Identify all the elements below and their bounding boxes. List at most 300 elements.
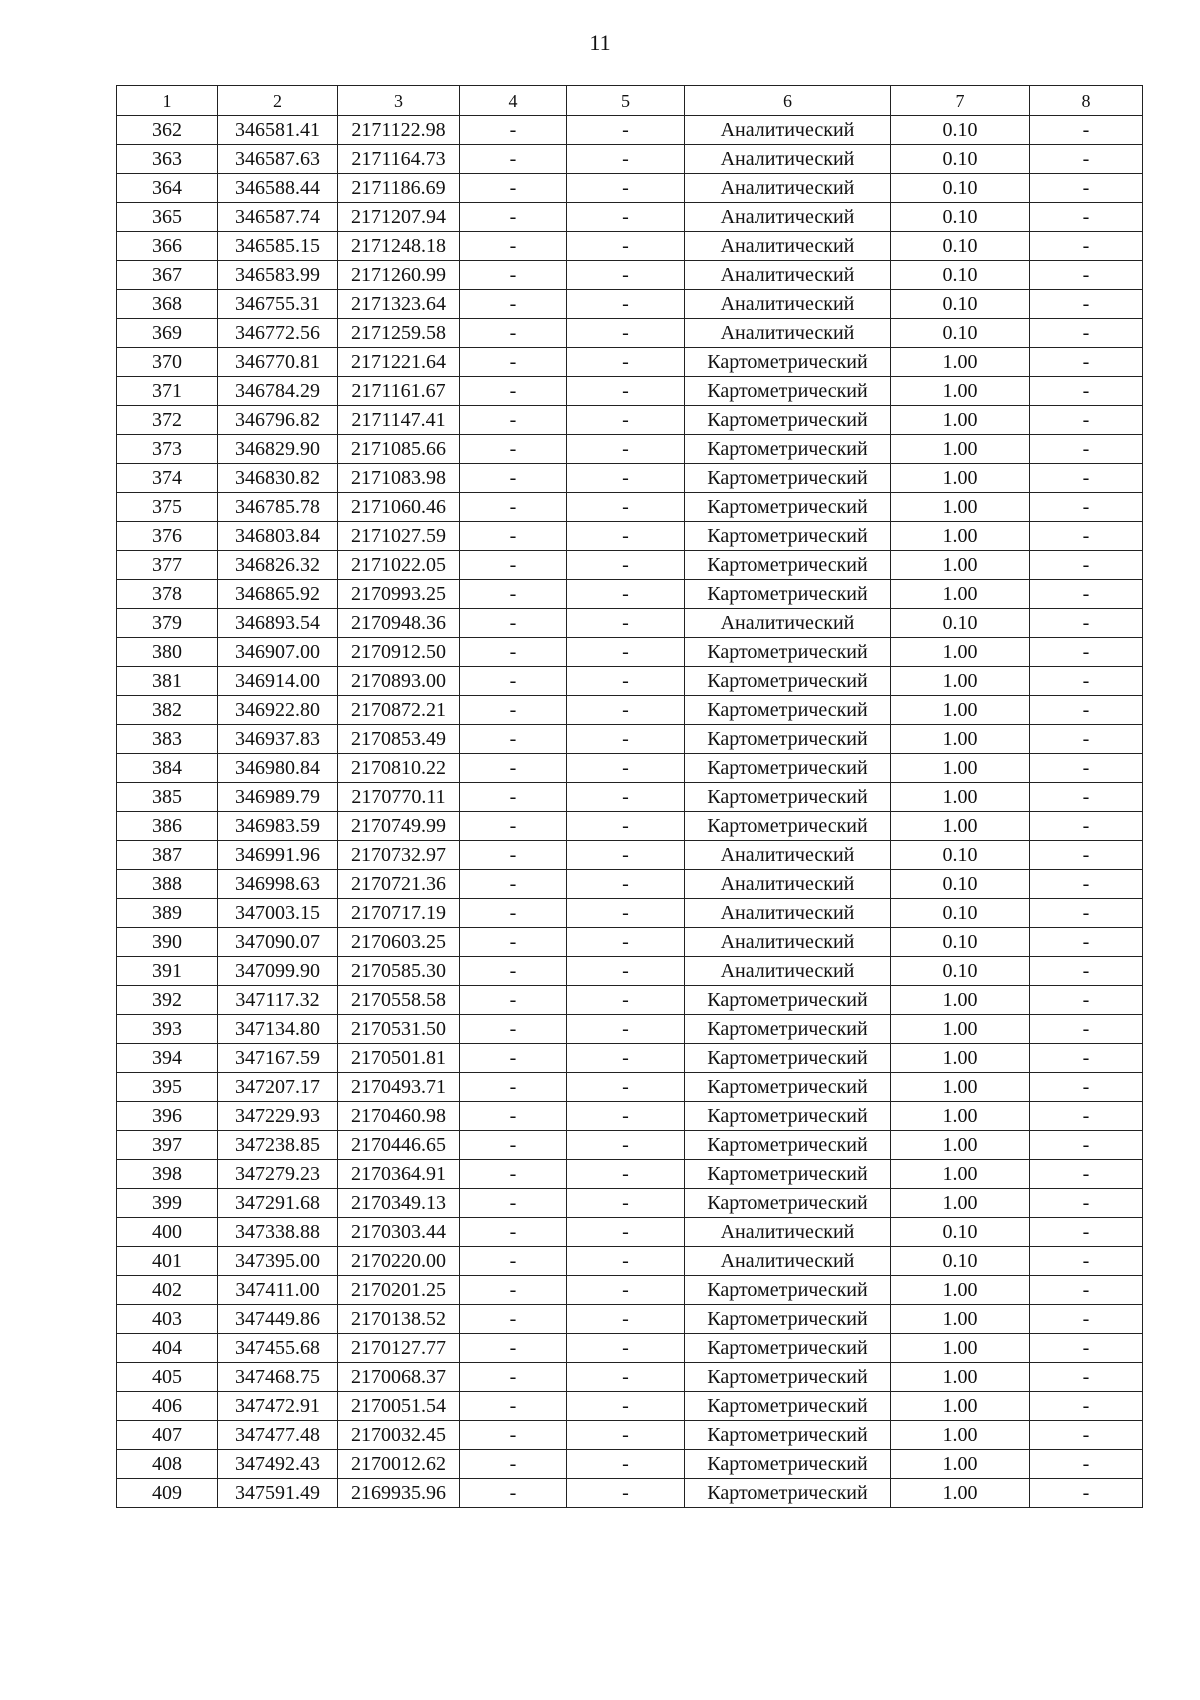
col8-cell: -	[1030, 1015, 1143, 1044]
method-cell: Картометрический	[685, 1131, 891, 1160]
col5-cell: -	[567, 1334, 685, 1363]
y-coordinate-cell: 2170460.98	[338, 1102, 460, 1131]
col5-cell: -	[567, 870, 685, 899]
accuracy-cell: 0.10	[891, 1218, 1030, 1247]
accuracy-cell: 1.00	[891, 696, 1030, 725]
accuracy-cell: 1.00	[891, 754, 1030, 783]
col4-cell: -	[460, 290, 567, 319]
accuracy-cell: 1.00	[891, 1131, 1030, 1160]
point-number-cell: 394	[117, 1044, 218, 1073]
col4-cell: -	[460, 551, 567, 580]
col8-cell: -	[1030, 435, 1143, 464]
table-row	[117, 493, 1143, 522]
method-cell: Картометрический	[685, 435, 891, 464]
column-header: 6	[685, 86, 891, 116]
y-coordinate-cell: 2170893.00	[338, 667, 460, 696]
col4-cell: -	[460, 522, 567, 551]
table-row	[117, 377, 1143, 406]
col4-cell: -	[460, 609, 567, 638]
col5-cell: -	[567, 667, 685, 696]
col8-cell: -	[1030, 522, 1143, 551]
accuracy-cell: 1.00	[891, 1015, 1030, 1044]
x-coordinate-cell: 346914.00	[218, 667, 338, 696]
x-coordinate-cell: 347591.49	[218, 1479, 338, 1508]
accuracy-cell: 1.00	[891, 522, 1030, 551]
accuracy-cell: 1.00	[891, 1479, 1030, 1508]
method-cell: Картометрический	[685, 580, 891, 609]
col5-cell: -	[567, 261, 685, 290]
column-header: 4	[460, 86, 567, 116]
table-row	[117, 348, 1143, 377]
point-number-cell: 389	[117, 899, 218, 928]
col5-cell: -	[567, 1247, 685, 1276]
method-cell: Аналитический	[685, 145, 891, 174]
table-header-row	[117, 86, 1143, 116]
col8-cell: -	[1030, 1102, 1143, 1131]
x-coordinate-cell: 346587.74	[218, 203, 338, 232]
y-coordinate-cell: 2171022.05	[338, 551, 460, 580]
point-number-cell: 379	[117, 609, 218, 638]
accuracy-cell: 0.10	[891, 290, 1030, 319]
col4-cell: -	[460, 493, 567, 522]
col8-cell: -	[1030, 1247, 1143, 1276]
point-number-cell: 381	[117, 667, 218, 696]
y-coordinate-cell: 2170585.30	[338, 957, 460, 986]
x-coordinate-cell: 346907.00	[218, 638, 338, 667]
col8-cell: -	[1030, 870, 1143, 899]
col4-cell: -	[460, 1044, 567, 1073]
col5-cell: -	[567, 754, 685, 783]
col5-cell: -	[567, 348, 685, 377]
table-row	[117, 986, 1143, 1015]
y-coordinate-cell: 2171161.67	[338, 377, 460, 406]
col5-cell: -	[567, 1276, 685, 1305]
col4-cell: -	[460, 783, 567, 812]
table-row	[117, 290, 1143, 319]
col8-cell: -	[1030, 1044, 1143, 1073]
point-number-cell: 363	[117, 145, 218, 174]
col5-cell: -	[567, 290, 685, 319]
x-coordinate-cell: 346785.78	[218, 493, 338, 522]
col8-cell: -	[1030, 1131, 1143, 1160]
table-row	[117, 609, 1143, 638]
method-cell: Аналитический	[685, 841, 891, 870]
col5-cell: -	[567, 1131, 685, 1160]
table-row	[117, 1479, 1143, 1508]
y-coordinate-cell: 2170872.21	[338, 696, 460, 725]
point-number-cell: 397	[117, 1131, 218, 1160]
col8-cell: -	[1030, 1160, 1143, 1189]
x-coordinate-cell: 346770.81	[218, 348, 338, 377]
method-cell: Аналитический	[685, 1247, 891, 1276]
col8-cell: -	[1030, 725, 1143, 754]
col4-cell: -	[460, 1102, 567, 1131]
col5-cell: -	[567, 1479, 685, 1508]
col8-cell: -	[1030, 783, 1143, 812]
method-cell: Картометрический	[685, 986, 891, 1015]
accuracy-cell: 1.00	[891, 1044, 1030, 1073]
y-coordinate-cell: 2170201.25	[338, 1276, 460, 1305]
column-header: 5	[567, 86, 685, 116]
accuracy-cell: 0.10	[891, 319, 1030, 348]
method-cell: Картометрический	[685, 783, 891, 812]
accuracy-cell: 0.10	[891, 174, 1030, 203]
y-coordinate-cell: 2171085.66	[338, 435, 460, 464]
table-row	[117, 406, 1143, 435]
col5-cell: -	[567, 957, 685, 986]
accuracy-cell: 1.00	[891, 1305, 1030, 1334]
col4-cell: -	[460, 667, 567, 696]
y-coordinate-cell: 2170558.58	[338, 986, 460, 1015]
col5-cell: -	[567, 1189, 685, 1218]
point-number-cell: 392	[117, 986, 218, 1015]
table-row	[117, 435, 1143, 464]
col4-cell: -	[460, 1131, 567, 1160]
col5-cell: -	[567, 145, 685, 174]
y-coordinate-cell: 2171260.99	[338, 261, 460, 290]
y-coordinate-cell: 2171122.98	[338, 116, 460, 145]
point-number-cell: 404	[117, 1334, 218, 1363]
y-coordinate-cell: 2170810.22	[338, 754, 460, 783]
table-row	[117, 928, 1143, 957]
point-number-cell: 385	[117, 783, 218, 812]
y-coordinate-cell: 2170068.37	[338, 1363, 460, 1392]
accuracy-cell: 1.00	[891, 1160, 1030, 1189]
col4-cell: -	[460, 928, 567, 957]
y-coordinate-cell: 2171027.59	[338, 522, 460, 551]
y-coordinate-cell: 2171186.69	[338, 174, 460, 203]
accuracy-cell: 0.10	[891, 957, 1030, 986]
col5-cell: -	[567, 580, 685, 609]
point-number-cell: 396	[117, 1102, 218, 1131]
y-coordinate-cell: 2170853.49	[338, 725, 460, 754]
method-cell: Картометрический	[685, 754, 891, 783]
x-coordinate-cell: 347477.48	[218, 1421, 338, 1450]
point-number-cell: 386	[117, 812, 218, 841]
accuracy-cell: 0.10	[891, 203, 1030, 232]
method-cell: Картометрический	[685, 1363, 891, 1392]
accuracy-cell: 1.00	[891, 1276, 1030, 1305]
col8-cell: -	[1030, 841, 1143, 870]
col8-cell: -	[1030, 812, 1143, 841]
table-row	[117, 696, 1143, 725]
method-cell: Аналитический	[685, 319, 891, 348]
col8-cell: -	[1030, 319, 1143, 348]
accuracy-cell: 1.00	[891, 1073, 1030, 1102]
col5-cell: -	[567, 928, 685, 957]
accuracy-cell: 1.00	[891, 348, 1030, 377]
y-coordinate-cell: 2171248.18	[338, 232, 460, 261]
y-coordinate-cell: 2170032.45	[338, 1421, 460, 1450]
method-cell: Картометрический	[685, 1044, 891, 1073]
accuracy-cell: 1.00	[891, 464, 1030, 493]
accuracy-cell: 0.10	[891, 232, 1030, 261]
col5-cell: -	[567, 725, 685, 754]
x-coordinate-cell: 346983.59	[218, 812, 338, 841]
col5-cell: -	[567, 203, 685, 232]
y-coordinate-cell: 2170749.99	[338, 812, 460, 841]
col8-cell: -	[1030, 464, 1143, 493]
table-row	[117, 1044, 1143, 1073]
accuracy-cell: 1.00	[891, 580, 1030, 609]
method-cell: Аналитический	[685, 928, 891, 957]
x-coordinate-cell: 346865.92	[218, 580, 338, 609]
x-coordinate-cell: 347229.93	[218, 1102, 338, 1131]
col5-cell: -	[567, 609, 685, 638]
col8-cell: -	[1030, 1073, 1143, 1102]
y-coordinate-cell: 2171323.64	[338, 290, 460, 319]
x-coordinate-cell: 346826.32	[218, 551, 338, 580]
x-coordinate-cell: 347099.90	[218, 957, 338, 986]
y-coordinate-cell: 2170732.97	[338, 841, 460, 870]
x-coordinate-cell: 346755.31	[218, 290, 338, 319]
method-cell: Картометрический	[685, 1276, 891, 1305]
col5-cell: -	[567, 1102, 685, 1131]
col5-cell: -	[567, 377, 685, 406]
method-cell: Картометрический	[685, 493, 891, 522]
point-number-cell: 380	[117, 638, 218, 667]
col4-cell: -	[460, 145, 567, 174]
table-row	[117, 957, 1143, 986]
point-number-cell: 382	[117, 696, 218, 725]
x-coordinate-cell: 346998.63	[218, 870, 338, 899]
point-number-cell: 373	[117, 435, 218, 464]
y-coordinate-cell: 2170493.71	[338, 1073, 460, 1102]
point-number-cell: 395	[117, 1073, 218, 1102]
y-coordinate-cell: 2170770.11	[338, 783, 460, 812]
method-cell: Аналитический	[685, 290, 891, 319]
accuracy-cell: 1.00	[891, 812, 1030, 841]
col4-cell: -	[460, 899, 567, 928]
point-number-cell: 370	[117, 348, 218, 377]
method-cell: Аналитический	[685, 174, 891, 203]
y-coordinate-cell: 2170303.44	[338, 1218, 460, 1247]
col4-cell: -	[460, 203, 567, 232]
accuracy-cell: 1.00	[891, 725, 1030, 754]
col4-cell: -	[460, 812, 567, 841]
x-coordinate-cell: 347449.86	[218, 1305, 338, 1334]
point-number-cell: 401	[117, 1247, 218, 1276]
column-header: 7	[891, 86, 1030, 116]
col5-cell: -	[567, 1044, 685, 1073]
col8-cell: -	[1030, 899, 1143, 928]
point-number-cell: 377	[117, 551, 218, 580]
accuracy-cell: 1.00	[891, 1450, 1030, 1479]
method-cell: Картометрический	[685, 667, 891, 696]
y-coordinate-cell: 2171060.46	[338, 493, 460, 522]
col5-cell: -	[567, 638, 685, 667]
accuracy-cell: 1.00	[891, 1189, 1030, 1218]
method-cell: Картометрический	[685, 551, 891, 580]
x-coordinate-cell: 347238.85	[218, 1131, 338, 1160]
col4-cell: -	[460, 261, 567, 290]
x-coordinate-cell: 346784.29	[218, 377, 338, 406]
x-coordinate-cell: 347291.68	[218, 1189, 338, 1218]
table-row	[117, 551, 1143, 580]
x-coordinate-cell: 346585.15	[218, 232, 338, 261]
col8-cell: -	[1030, 1450, 1143, 1479]
y-coordinate-cell: 2170138.52	[338, 1305, 460, 1334]
col4-cell: -	[460, 1450, 567, 1479]
method-cell: Аналитический	[685, 609, 891, 638]
method-cell: Картометрический	[685, 1160, 891, 1189]
col8-cell: -	[1030, 174, 1143, 203]
point-number-cell: 409	[117, 1479, 218, 1508]
col5-cell: -	[567, 1305, 685, 1334]
y-coordinate-cell: 2171207.94	[338, 203, 460, 232]
col5-cell: -	[567, 551, 685, 580]
accuracy-cell: 1.00	[891, 638, 1030, 667]
y-coordinate-cell: 2171147.41	[338, 406, 460, 435]
x-coordinate-cell: 347207.17	[218, 1073, 338, 1102]
col5-cell: -	[567, 116, 685, 145]
method-cell: Картометрический	[685, 1073, 891, 1102]
col4-cell: -	[460, 1247, 567, 1276]
table-row	[117, 841, 1143, 870]
x-coordinate-cell: 347455.68	[218, 1334, 338, 1363]
point-number-cell: 369	[117, 319, 218, 348]
x-coordinate-cell: 346796.82	[218, 406, 338, 435]
table-row	[117, 1131, 1143, 1160]
table-row	[117, 1189, 1143, 1218]
x-coordinate-cell: 347395.00	[218, 1247, 338, 1276]
col4-cell: -	[460, 1218, 567, 1247]
point-number-cell: 364	[117, 174, 218, 203]
col4-cell: -	[460, 725, 567, 754]
accuracy-cell: 1.00	[891, 1363, 1030, 1392]
x-coordinate-cell: 346583.99	[218, 261, 338, 290]
table-row	[117, 1450, 1143, 1479]
y-coordinate-cell: 2170501.81	[338, 1044, 460, 1073]
method-cell: Аналитический	[685, 116, 891, 145]
col4-cell: -	[460, 1392, 567, 1421]
accuracy-cell: 1.00	[891, 783, 1030, 812]
x-coordinate-cell: 347411.00	[218, 1276, 338, 1305]
point-number-cell: 405	[117, 1363, 218, 1392]
x-coordinate-cell: 347167.59	[218, 1044, 338, 1073]
table-row	[117, 725, 1143, 754]
col4-cell: -	[460, 580, 567, 609]
table-row	[117, 1160, 1143, 1189]
col4-cell: -	[460, 116, 567, 145]
col5-cell: -	[567, 1073, 685, 1102]
col4-cell: -	[460, 1305, 567, 1334]
point-number-cell: 391	[117, 957, 218, 986]
accuracy-cell: 0.10	[891, 1247, 1030, 1276]
x-coordinate-cell: 346830.82	[218, 464, 338, 493]
method-cell: Аналитический	[685, 899, 891, 928]
col4-cell: -	[460, 638, 567, 667]
method-cell: Картометрический	[685, 1392, 891, 1421]
y-coordinate-cell: 2169935.96	[338, 1479, 460, 1508]
point-number-cell: 407	[117, 1421, 218, 1450]
col4-cell: -	[460, 1334, 567, 1363]
table-row	[117, 870, 1143, 899]
table-row	[117, 580, 1143, 609]
col4-cell: -	[460, 1421, 567, 1450]
col8-cell: -	[1030, 1392, 1143, 1421]
col8-cell: -	[1030, 261, 1143, 290]
col4-cell: -	[460, 348, 567, 377]
y-coordinate-cell: 2170993.25	[338, 580, 460, 609]
col8-cell: -	[1030, 754, 1143, 783]
x-coordinate-cell: 346980.84	[218, 754, 338, 783]
point-number-cell: 384	[117, 754, 218, 783]
col5-cell: -	[567, 783, 685, 812]
col8-cell: -	[1030, 232, 1143, 261]
method-cell: Картометрический	[685, 522, 891, 551]
table-row	[117, 667, 1143, 696]
col8-cell: -	[1030, 377, 1143, 406]
point-number-cell: 362	[117, 116, 218, 145]
y-coordinate-cell: 2170127.77	[338, 1334, 460, 1363]
table-row	[117, 1305, 1143, 1334]
accuracy-cell: 1.00	[891, 493, 1030, 522]
col5-cell: -	[567, 812, 685, 841]
col8-cell: -	[1030, 116, 1143, 145]
y-coordinate-cell: 2171221.64	[338, 348, 460, 377]
col8-cell: -	[1030, 1189, 1143, 1218]
accuracy-cell: 0.10	[891, 145, 1030, 174]
y-coordinate-cell: 2170364.91	[338, 1160, 460, 1189]
col4-cell: -	[460, 696, 567, 725]
y-coordinate-cell: 2170531.50	[338, 1015, 460, 1044]
col4-cell: -	[460, 464, 567, 493]
col8-cell: -	[1030, 986, 1143, 1015]
table-row	[117, 319, 1143, 348]
accuracy-cell: 1.00	[891, 1421, 1030, 1450]
x-coordinate-cell: 346937.83	[218, 725, 338, 754]
method-cell: Картометрический	[685, 348, 891, 377]
col4-cell: -	[460, 174, 567, 203]
point-number-cell: 388	[117, 870, 218, 899]
accuracy-cell: 1.00	[891, 667, 1030, 696]
col4-cell: -	[460, 986, 567, 1015]
method-cell: Картометрический	[685, 1421, 891, 1450]
method-cell: Картометрический	[685, 1305, 891, 1334]
y-coordinate-cell: 2170948.36	[338, 609, 460, 638]
method-cell: Аналитический	[685, 870, 891, 899]
col4-cell: -	[460, 1276, 567, 1305]
x-coordinate-cell: 347134.80	[218, 1015, 338, 1044]
point-number-cell: 398	[117, 1160, 218, 1189]
col4-cell: -	[460, 754, 567, 783]
col4-cell: -	[460, 1160, 567, 1189]
col4-cell: -	[460, 1015, 567, 1044]
table-row	[117, 1102, 1143, 1131]
x-coordinate-cell: 346893.54	[218, 609, 338, 638]
table-row	[117, 145, 1143, 174]
col8-cell: -	[1030, 1334, 1143, 1363]
accuracy-cell: 1.00	[891, 1392, 1030, 1421]
table-row	[117, 754, 1143, 783]
method-cell: Картометрический	[685, 1189, 891, 1218]
table-row	[117, 1421, 1143, 1450]
y-coordinate-cell: 2170912.50	[338, 638, 460, 667]
y-coordinate-cell: 2170012.62	[338, 1450, 460, 1479]
point-number-cell: 375	[117, 493, 218, 522]
accuracy-cell: 1.00	[891, 986, 1030, 1015]
accuracy-cell: 0.10	[891, 261, 1030, 290]
table-row	[117, 638, 1143, 667]
col4-cell: -	[460, 406, 567, 435]
table-row	[117, 1218, 1143, 1247]
x-coordinate-cell: 347090.07	[218, 928, 338, 957]
table-row	[117, 1015, 1143, 1044]
table-row	[117, 261, 1143, 290]
coordinates-table	[116, 85, 1143, 1508]
x-coordinate-cell: 347279.23	[218, 1160, 338, 1189]
